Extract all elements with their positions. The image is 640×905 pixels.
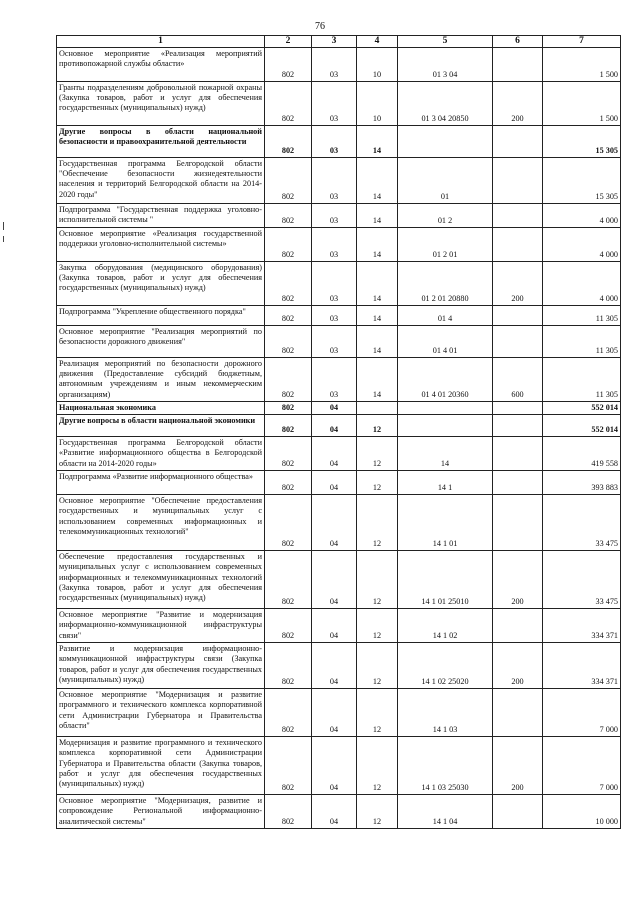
row-subsection-cell: 12 [357, 551, 398, 609]
table-row [57, 551, 621, 609]
row-subsection-cell: 12 [357, 437, 398, 471]
row-target-article-cell: 14 1 01 [398, 495, 493, 551]
row-name-cell: Модернизация и развитие программного и технического комплекса корпоративной сети Администрации Губернатора и Правительства области (Закупка товаров, работ и услуг для обеспечения государственных (муниципальных) нужд) [57, 737, 265, 795]
row-ministry-code-cell: 802 [265, 415, 312, 437]
row-name-cell: Другие вопросы в области национальной безопасности и правоохранительной деятельности [57, 126, 265, 158]
row-expense-type-cell [493, 204, 543, 228]
row-amount-cell: 393 883 [543, 471, 621, 495]
table-row [57, 82, 621, 126]
row-amount-cell: 10 000 [543, 795, 621, 829]
row-subsection-cell: 12 [357, 471, 398, 495]
table-row [57, 643, 621, 689]
row-section-cell: 04 [312, 402, 357, 415]
row-target-article-cell: 14 1 02 25020 [398, 643, 493, 689]
row-section-cell: 03 [312, 158, 357, 204]
row-subsection-cell [357, 402, 398, 415]
row-expense-type-cell [493, 326, 543, 358]
row-section-cell: 04 [312, 437, 357, 471]
row-expense-type-cell: 600 [493, 358, 543, 402]
row-expense-type-cell [493, 795, 543, 829]
table-body [57, 48, 621, 829]
row-ministry-code-cell: 802 [265, 471, 312, 495]
row-target-article-cell: 01 2 01 20880 [398, 262, 493, 306]
row-amount-cell: 11 305 [543, 358, 621, 402]
row-amount-cell: 11 305 [543, 326, 621, 358]
row-expense-type-cell: 200 [493, 551, 543, 609]
row-name-cell: Основное мероприятие «Реализация мероприятий противопожарной службы области» [57, 48, 265, 82]
row-subsection-cell: 14 [357, 326, 398, 358]
row-subsection-cell: 12 [357, 495, 398, 551]
row-section-cell: 03 [312, 262, 357, 306]
row-expense-type-cell [493, 306, 543, 326]
row-name-cell: Подпрограмма "Государственная поддержка уголовно-исполнительной системы " [57, 204, 265, 228]
row-ministry-code-cell: 802 [265, 495, 312, 551]
row-target-article-cell: 14 1 03 25030 [398, 737, 493, 795]
table-row [57, 495, 621, 551]
row-name-cell: Государственная программа Белгородской области «Развитие информационного общества в Белгородской области на 2014-2020 годы» [57, 437, 265, 471]
row-ministry-code-cell: 802 [265, 204, 312, 228]
row-name-cell: Развитие и модернизация информационно-коммуникационной инфраструктуры связи (Закупка товаров, работ и услуг для обеспечения государственных (муниципальных) нужд) [57, 643, 265, 689]
row-subsection-cell: 12 [357, 689, 398, 737]
row-target-article-cell: 01 2 [398, 204, 493, 228]
table-row [57, 306, 621, 326]
row-section-cell: 04 [312, 643, 357, 689]
row-ministry-code-cell: 802 [265, 643, 312, 689]
row-name-cell: Основное мероприятие "Модернизация, развитие и сопровождение Региональной информационно-аналитической системы" [57, 795, 265, 829]
row-ministry-code-cell: 802 [265, 326, 312, 358]
row-target-article-cell: 14 [398, 437, 493, 471]
row-name-cell: Обеспечение предоставления государственных и муниципальных услуг с использованием современных информационных и телекоммуникационных технологий (Закупка товаров, работ и услуг для обеспечения государственных (муниципальных) нужд) [57, 551, 265, 609]
table-row [57, 471, 621, 495]
row-section-cell: 04 [312, 415, 357, 437]
row-subsection-cell: 14 [357, 306, 398, 326]
row-name-cell: Государственная программа Белгородской области "Обеспечение безопасности жизнедеятельности населения и территорий Белгородской области на 2014-2020 годы" [57, 158, 265, 204]
row-name-cell: Подпрограмма "Укрепление общественного порядка" [57, 306, 265, 326]
row-section-cell: 03 [312, 82, 357, 126]
row-expense-type-cell [493, 158, 543, 204]
row-ministry-code-cell: 802 [265, 48, 312, 82]
row-ministry-code-cell: 802 [265, 737, 312, 795]
row-expense-type-cell [493, 609, 543, 643]
row-ministry-code-cell: 802 [265, 262, 312, 306]
row-section-cell: 04 [312, 471, 357, 495]
row-target-article-cell: 01 3 04 [398, 48, 493, 82]
row-subsection-cell: 14 [357, 228, 398, 262]
row-name-cell: Закупка оборудования (медицинского оборудования) (Закупка товаров, работ и услуг для обеспечения государственных (муниципальных) нужд) [57, 262, 265, 306]
row-ministry-code-cell: 802 [265, 402, 312, 415]
row-subsection-cell: 12 [357, 795, 398, 829]
row-subsection-cell: 14 [357, 126, 398, 158]
table-row [57, 358, 621, 402]
table-row [57, 795, 621, 829]
row-ministry-code-cell: 802 [265, 82, 312, 126]
row-ministry-code-cell: 802 [265, 551, 312, 609]
row-subsection-cell: 14 [357, 262, 398, 306]
margin-mark [3, 236, 4, 242]
row-target-article-cell: 14 1 04 [398, 795, 493, 829]
row-amount-cell: 334 371 [543, 609, 621, 643]
row-subsection-cell: 14 [357, 204, 398, 228]
row-amount-cell: 11 305 [543, 306, 621, 326]
row-subsection-cell: 12 [357, 609, 398, 643]
row-section-cell: 04 [312, 609, 357, 643]
row-ministry-code-cell: 802 [265, 228, 312, 262]
col-header-3: 3 [312, 36, 357, 48]
row-section-cell: 03 [312, 48, 357, 82]
table-row [57, 326, 621, 358]
col-header-5: 5 [398, 36, 493, 48]
row-expense-type-cell [493, 415, 543, 437]
col-header-2: 2 [265, 36, 312, 48]
table-row [57, 737, 621, 795]
row-target-article-cell: 01 2 01 [398, 228, 493, 262]
table-row [57, 609, 621, 643]
row-target-article-cell: 14 1 01 25010 [398, 551, 493, 609]
row-target-article-cell: 01 4 01 [398, 326, 493, 358]
row-expense-type-cell [493, 471, 543, 495]
row-amount-cell: 334 371 [543, 643, 621, 689]
row-name-cell: Основное мероприятие "Модернизация и развитие программного и технического комплекса корпоративной сети Администрации Губернатора и Правительства области" [57, 689, 265, 737]
row-subsection-cell: 12 [357, 415, 398, 437]
row-subsection-cell: 14 [357, 358, 398, 402]
row-ministry-code-cell: 802 [265, 689, 312, 737]
table-row [57, 437, 621, 471]
row-ministry-code-cell: 802 [265, 158, 312, 204]
row-amount-cell: 1 500 [543, 48, 621, 82]
row-amount-cell: 7 000 [543, 737, 621, 795]
row-name-cell: Основное мероприятие "Реализация мероприятий по безопасности дорожного движения" [57, 326, 265, 358]
col-header-6: 6 [493, 36, 543, 48]
row-subsection-cell: 12 [357, 643, 398, 689]
row-target-article-cell [398, 415, 493, 437]
row-name-cell: Другие вопросы в области национальной экономики [57, 415, 265, 437]
row-subsection-cell: 14 [357, 158, 398, 204]
col-header-1: 1 [57, 36, 265, 48]
row-ministry-code-cell: 802 [265, 437, 312, 471]
row-ministry-code-cell: 802 [265, 795, 312, 829]
row-amount-cell: 419 558 [543, 437, 621, 471]
row-amount-cell: 1 500 [543, 82, 621, 126]
row-amount-cell: 4 000 [543, 262, 621, 306]
row-name-cell: Гранты подразделениям добровольной пожарной охраны (Закупка товаров, работ и услуг для обеспечения государственных (муниципальных) нужд) [57, 82, 265, 126]
row-name-cell: Основное мероприятие «Реализация государственной поддержки уголовно-исполнительной системы» [57, 228, 265, 262]
row-target-article-cell: 14 1 02 [398, 609, 493, 643]
row-section-cell: 03 [312, 358, 357, 402]
row-section-cell: 03 [312, 204, 357, 228]
row-section-cell: 04 [312, 495, 357, 551]
row-ministry-code-cell: 802 [265, 358, 312, 402]
table-row [57, 48, 621, 82]
row-amount-cell: 4 000 [543, 228, 621, 262]
row-expense-type-cell: 200 [493, 82, 543, 126]
row-expense-type-cell [493, 126, 543, 158]
table-header-row [57, 36, 621, 48]
row-amount-cell: 552 014 [543, 415, 621, 437]
row-expense-type-cell [493, 402, 543, 415]
row-target-article-cell [398, 402, 493, 415]
row-expense-type-cell [493, 689, 543, 737]
table-row [57, 415, 621, 437]
row-target-article-cell: 14 1 03 [398, 689, 493, 737]
row-amount-cell: 4 000 [543, 204, 621, 228]
row-subsection-cell: 10 [357, 82, 398, 126]
row-ministry-code-cell: 802 [265, 306, 312, 326]
row-expense-type-cell: 200 [493, 262, 543, 306]
table-row [57, 402, 621, 415]
table-row [57, 228, 621, 262]
row-amount-cell: 7 000 [543, 689, 621, 737]
table-row [57, 262, 621, 306]
row-ministry-code-cell: 802 [265, 126, 312, 158]
row-expense-type-cell [493, 228, 543, 262]
row-section-cell: 03 [312, 326, 357, 358]
row-amount-cell: 15 305 [543, 126, 621, 158]
table-row [57, 204, 621, 228]
budget-table [56, 35, 621, 829]
row-target-article-cell [398, 126, 493, 158]
row-section-cell: 04 [312, 689, 357, 737]
table-row [57, 158, 621, 204]
row-amount-cell: 33 475 [543, 551, 621, 609]
table-row [57, 126, 621, 158]
row-target-article-cell: 01 4 01 20360 [398, 358, 493, 402]
row-section-cell: 04 [312, 795, 357, 829]
row-name-cell: Реализация мероприятий по безопасности дорожного движения (Предоставление субсидий бюджетным, автономным учреждениям и иным некоммерческим организациям) [57, 358, 265, 402]
row-section-cell: 04 [312, 737, 357, 795]
row-section-cell: 03 [312, 228, 357, 262]
row-target-article-cell: 14 1 [398, 471, 493, 495]
row-section-cell: 04 [312, 551, 357, 609]
row-target-article-cell: 01 4 [398, 306, 493, 326]
row-expense-type-cell [493, 48, 543, 82]
row-ministry-code-cell: 802 [265, 609, 312, 643]
row-expense-type-cell: 200 [493, 643, 543, 689]
col-header-4: 4 [357, 36, 398, 48]
row-subsection-cell: 10 [357, 48, 398, 82]
col-header-7: 7 [543, 36, 621, 48]
row-section-cell: 03 [312, 306, 357, 326]
page-number: 76 [315, 21, 325, 32]
row-name-cell: Национальная экономика [57, 402, 265, 415]
row-amount-cell: 15 305 [543, 158, 621, 204]
row-expense-type-cell: 200 [493, 737, 543, 795]
row-amount-cell: 33 475 [543, 495, 621, 551]
margin-mark [3, 222, 4, 230]
row-target-article-cell: 01 3 04 20850 [398, 82, 493, 126]
row-name-cell: Основное мероприятие "Развитие и модернизация информационно-коммуникационной инфраструктуры связи" [57, 609, 265, 643]
row-expense-type-cell [493, 437, 543, 471]
row-name-cell: Подпрограмма «Развитие информационного общества» [57, 471, 265, 495]
row-section-cell: 03 [312, 126, 357, 158]
row-expense-type-cell [493, 495, 543, 551]
row-amount-cell: 552 014 [543, 402, 621, 415]
row-name-cell: Основное мероприятие "Обеспечение предоставления государственных и муниципальных услуг с использованием современных информационных и телекоммуникационных технологий" [57, 495, 265, 551]
row-subsection-cell: 12 [357, 737, 398, 795]
row-target-article-cell: 01 [398, 158, 493, 204]
table-row [57, 689, 621, 737]
